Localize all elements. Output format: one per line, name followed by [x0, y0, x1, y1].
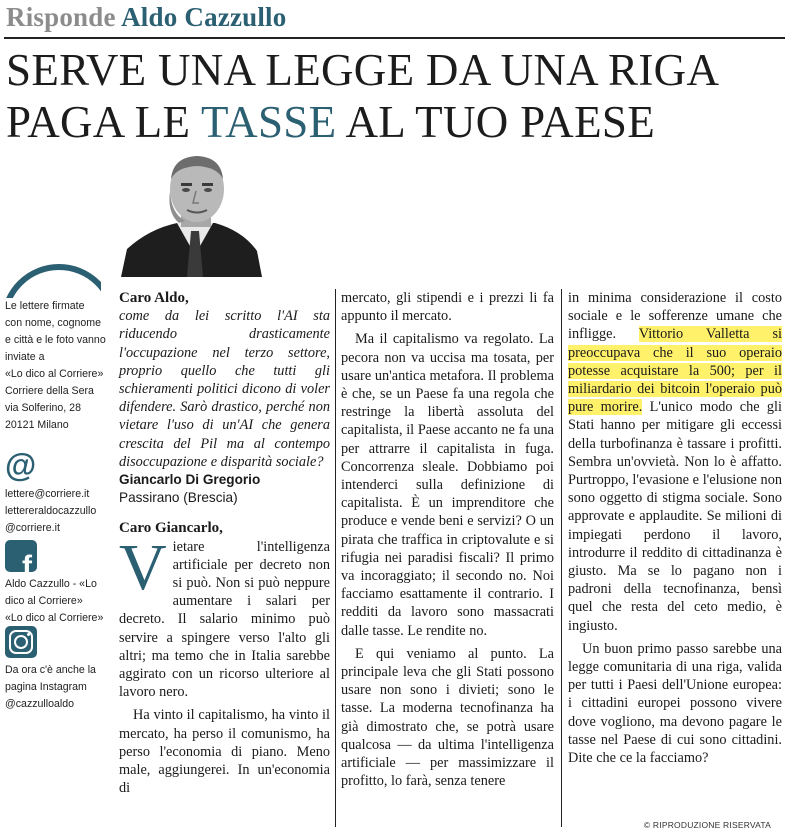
sidebar-email[interactable]: @corriere.it — [5, 522, 60, 534]
sidebar-email[interactable]: lettere@corriere.it — [5, 488, 90, 500]
column-divider — [335, 289, 336, 827]
instagram-icon — [5, 626, 37, 658]
sidebar-facebook[interactable]: «Lo dico al Corriere» — [5, 612, 104, 624]
letter-body: come da lei scritto l'AI sta riducendo drasticamente l'occupazione nel terzo settore, proprio quello che tutti gli schieramenti politici dicono di voler difendere. Sarò drastico, perché non vietare l'uso di un'AI che genera crescita del Pil ma al contempo disoccupazione e disparità sociale? — [119, 308, 330, 470]
reply-paragraph-5: Un buon primo passo sarebbe una legge comunitaria di una riga, valida per tutti i Paesi dell'Unione europea: i cittadini europei possono vivere dove vogliono, ma devono pagare le tasse nel Paese di cui sono cittadini. Dite che ce la facciamo? — [568, 640, 782, 767]
article-column-2 — [341, 289, 554, 790]
letter-signature: Giancarlo Di Gregorio — [119, 472, 261, 488]
sidebar-line: 20121 Milano — [5, 419, 69, 431]
headline-line-2-start: PAGA LE — [6, 97, 191, 147]
sidebar-line: inviate a — [5, 351, 45, 363]
sidebar-facebook[interactable]: dico al Corriere» — [5, 595, 83, 607]
letter-place: Passirano (Brescia) — [119, 490, 238, 506]
sidebar-line: Corriere della Sera — [5, 385, 94, 397]
author-portrait-illustration — [119, 151, 262, 277]
reply-salutation: Caro Giancarlo, — [119, 520, 223, 537]
headline-line-2 — [6, 97, 655, 147]
sidebar-instagram: Da ora c'è anche la — [5, 664, 96, 676]
email-at-icon: @ — [5, 447, 37, 483]
article-column-3 — [568, 289, 782, 767]
reply-paragraph-2: Ha vinto il capitalismo, ha vinto il mercato, ha perso il comunismo, ha perso l'economia di piano. Meno male, aggiungerei. In un'economia di — [119, 707, 330, 797]
drop-cap: V — [119, 530, 167, 604]
facebook-icon — [5, 540, 37, 583]
sidebar-instagram[interactable]: @cazzulloaldo — [5, 698, 75, 710]
headline-accent-word: TASSE — [200, 97, 337, 147]
facebook-glyph: f — [22, 550, 32, 583]
sidebar-line: «Lo dico al Corriere» — [5, 368, 104, 380]
reply-paragraph-1 — [119, 530, 330, 702]
reply-paragraph-1-text: ietare l'intelligenza artificiale per decreto non si può. Non si può neppure aumentare i salari per decreto. Il salario minimo può servire a spingere verso l'alto gli altri; ma temo che in Italia sarebbe aggirato con un ricorso ulteriore al lavoro nero. — [119, 538, 330, 701]
column-divider — [561, 289, 562, 827]
copyright-notice: © RIPRODUZIONE RISERVATA — [643, 820, 771, 830]
reply-paragraph-4: E qui veniamo al punto. La principale leva che gli Stati possono usare non sono i divieti; sono le tasse. La moderna tecnofinanza ha già dimostrato che, se potrà usare qualcosa — da ultima l'intelligenza artificiale — per massimizzare il profitto, lo farà, senza tenere — [341, 645, 554, 790]
kicker-author: Aldo Cazzullo — [121, 2, 287, 32]
reply-paragraph-2-cont: mercato, gli stipendi e i prezzi li fa appunto il mercato. — [341, 290, 554, 325]
sidebar-line: e città e le foto vanno — [5, 334, 106, 346]
sidebar-arc-decoration — [5, 264, 101, 298]
reply-paragraph-3: Ma il capitalismo va regolato. La pecora non va uccisa ma tosata, per usare un'antica metafora. Il problema è che, se un Paese fa una regola che restringe la libertà assoluta del capitalista, il Paese accanto ne fa una per attrarre il capitalista in fuga. Concorrenza sleale. Dobbiamo poi intenderci sulla definizione di capitalista. È un imprenditore che produce e vende beni e servizi? O un pirata che traffica in criptovalute e si rifugia nei paradisi fiscali? Il primo va incoraggiato; il secondo no. Noi facciamo esattamente il contrario. I redditi da lavoro sono massacrati dalle tasse. Le rendite no. — [341, 331, 554, 639]
kicker-prefix: Risponde — [6, 2, 116, 32]
article-column-1 — [119, 289, 330, 797]
sidebar-email[interactable]: lettereraldocazzullo — [5, 505, 97, 517]
letter-salutation: Caro Aldo, — [119, 290, 189, 306]
sidebar-line: Le lettere firmate — [5, 300, 85, 312]
headline-line-2-end: AL TUO PAESE — [345, 97, 655, 147]
reply-paragraph-4-end: L'unico modo che gli Stati hanno per mitigare gli eccessi della turbofinanza è tassare i profitti. Sembra un'ovvietà. Non lo è affatto. Purtroppo, l'evasione e l'elusione non sono oggetto di stigma sociale. Sono approvate e applaudite. Se milioni di impiegati perdono il lavoro, introdurre il reddito di cittadinanza è giusto. Ma se lo pagano non i padroni della tecnofinanza, bensì quel che resta del ceto medio, è ingiusto. — [568, 399, 782, 634]
highlighted-passage: Vittorio Valletta si preoccupava che il suo operaio potesse acquistare la 500; per il miliardario dei bitcoin l'operaio può pure morire. — [568, 326, 782, 416]
kicker — [6, 2, 286, 33]
reply-paragraph-4-cont-text: in minima considerazione il costo sociale e le sofferenze umane che infligge. — [568, 290, 782, 343]
sidebar-instagram: pagina Instagram — [5, 681, 87, 693]
reply-paragraph-4-cont — [568, 289, 782, 635]
sidebar-line: con nome, cognome — [5, 317, 101, 329]
sidebar-line: via Solferino, 28 — [5, 402, 81, 414]
sidebar-facebook[interactable]: Aldo Cazzullo - «Lo — [5, 578, 97, 590]
author-photo — [119, 151, 262, 277]
headline-line-1: SERVE UNA LEGGE DA UNA RIGA — [6, 45, 720, 95]
top-divider — [4, 37, 785, 39]
